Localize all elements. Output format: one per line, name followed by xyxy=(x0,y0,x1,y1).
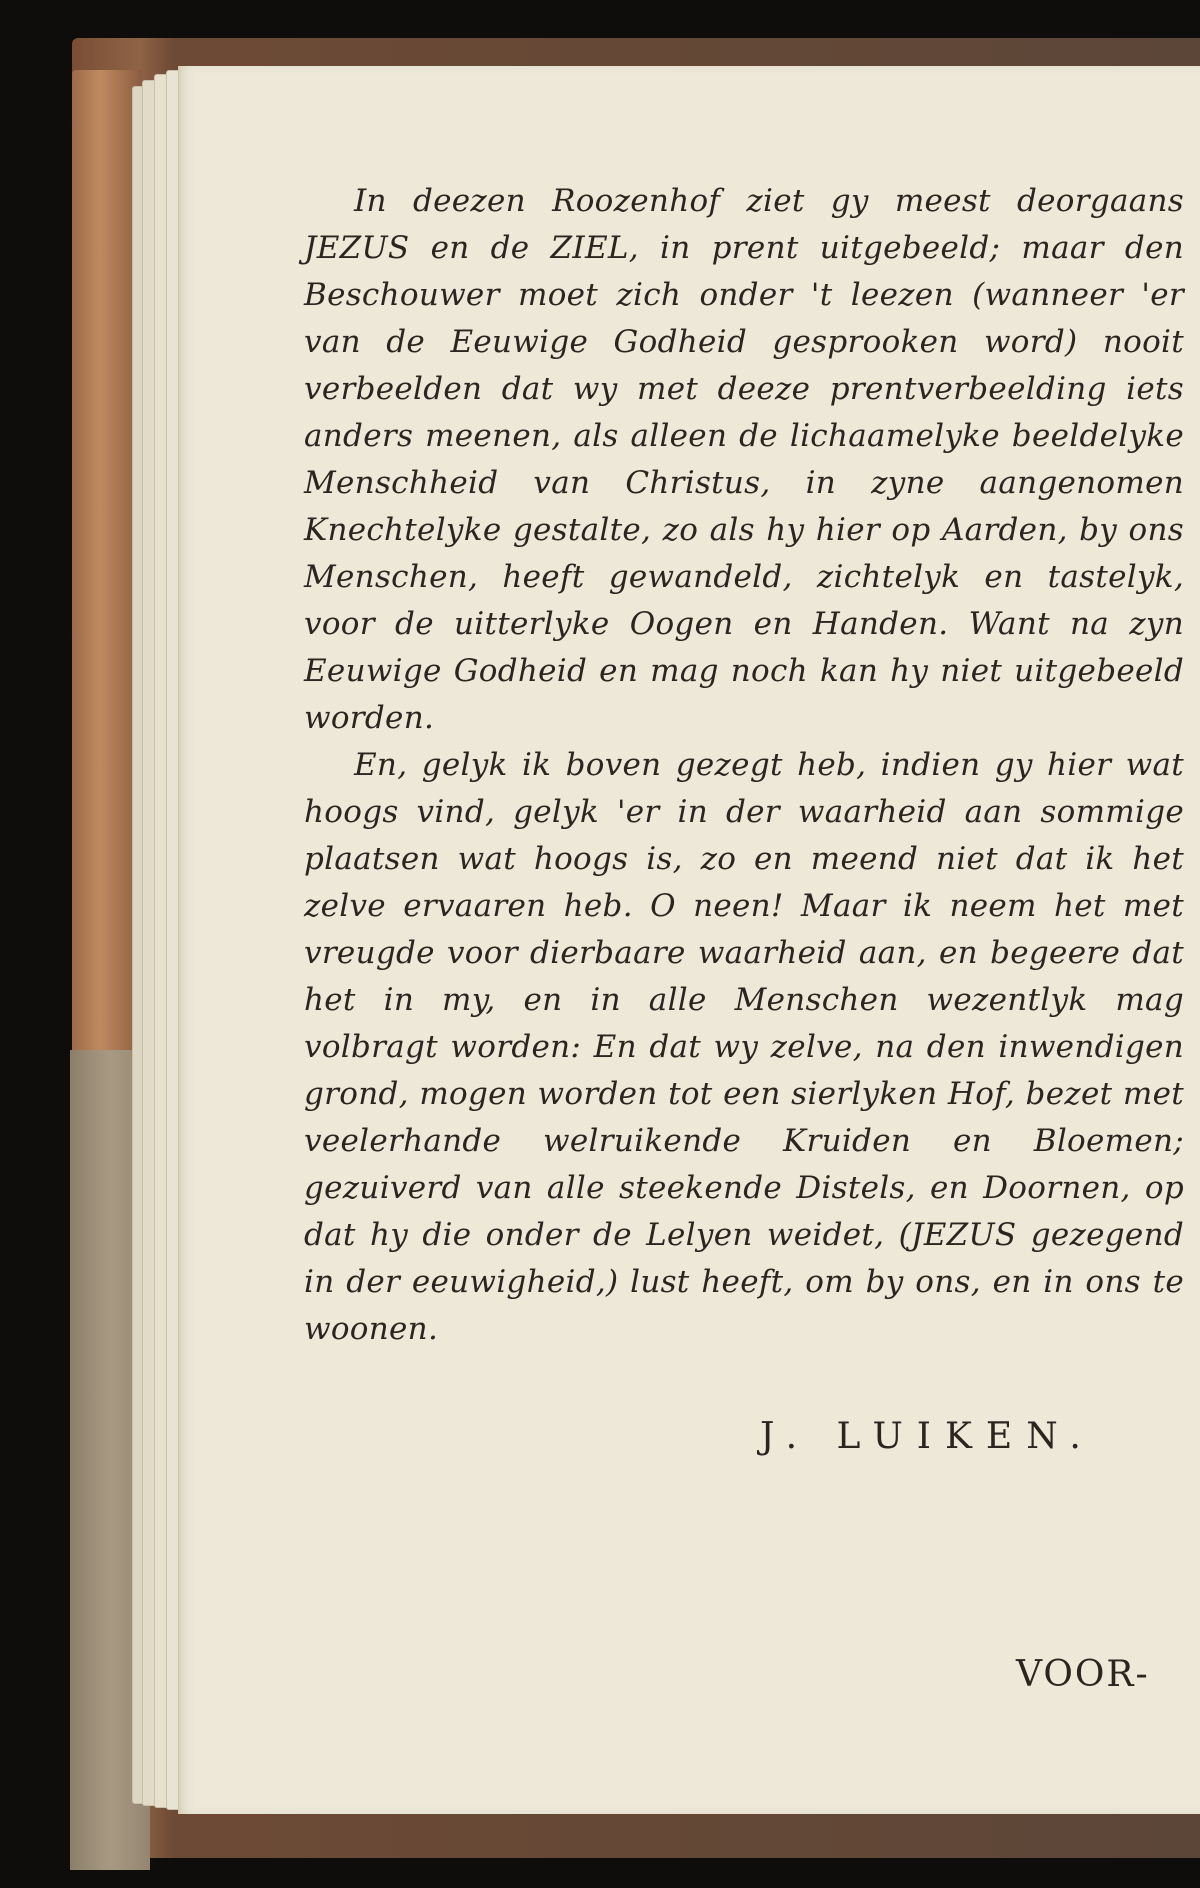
page-body xyxy=(304,178,1184,1353)
paragraph-1: In deezen Roozenhof ziet gy meest deorgaans JEZUS en de ZIEL, in prent uitgebeeld; maar den Beschouwer moet zich onder 't leezen (wanneer 'er van de Eeuwige Godheid gesprooken word) nooit verbeelden dat wy met deeze prentverbeelding iets anders meenen, als alleen de lichaamelyke beeldelyke Menschheid van Christus, in zyne aangenomen Knechtelyke gestalte, zo als hy hier op Aarden, by ons Menschen, heeft gewandeld, zichtelyk en tastelyk, voor de uitterlyke Oogen en Handen. Want na zyn Eeuwige Godheid en mag noch kan hy niet uitgebeeld worden. xyxy=(304,183,1184,736)
paragraph-2: En, gelyk ik boven gezegt heb, indien gy hier wat hoogs vind, gelyk 'er in der waarheid aan sommige plaatsen wat hoogs is, zo en meend niet dat ik het zelve ervaaren heb. O neen! Maar ik neem het met vreugde voor dierbaare waarheid aan, en begeere dat het in my, en in alle Menschen wezentlyk mag volbragt worden: En dat wy zelve, na den inwendigen grond, mogen worden tot een sierlyken Hof, bezet met veelerhande welruikende Kruiden en Bloemen; gezuiverd van alle steekende Distels, en Doornen, op dat hy die onder de Lelyen weidet, (JEZUS gezegend in der eeuwigheid,) lust heeft, om by ons, en in ons te woonen. xyxy=(304,747,1184,1347)
catchword: VOOR- xyxy=(1016,1654,1150,1695)
signature: J. LUIKEN. xyxy=(760,1416,1095,1457)
